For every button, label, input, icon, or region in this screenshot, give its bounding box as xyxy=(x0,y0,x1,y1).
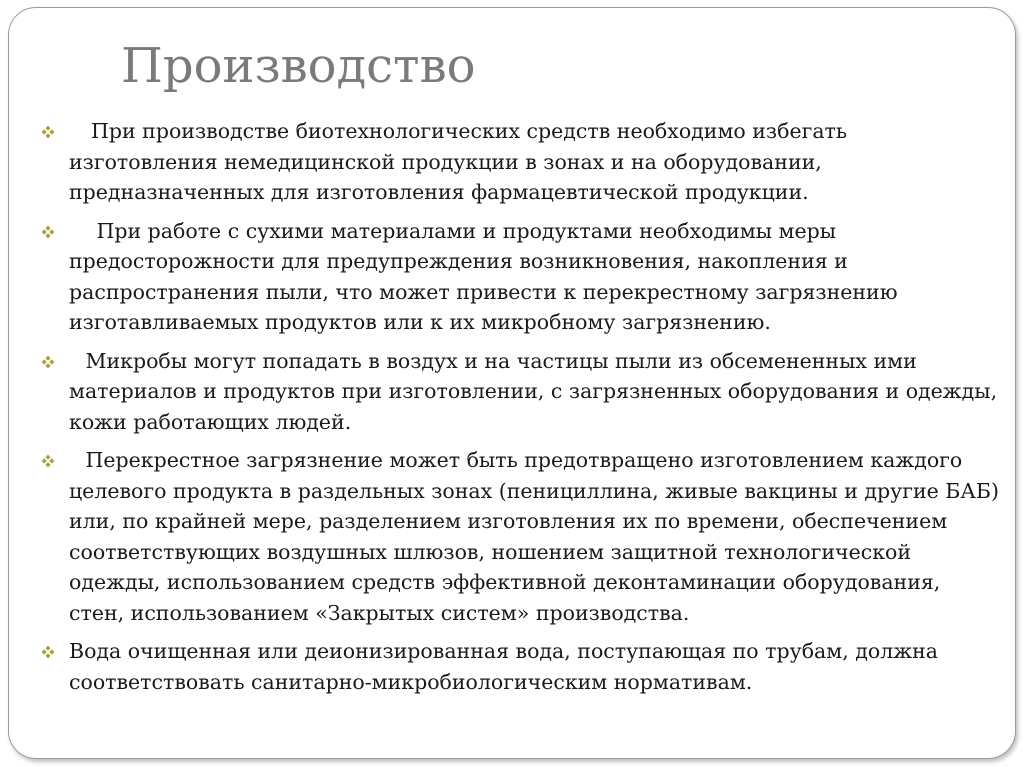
diamond-bullet-icon xyxy=(41,125,55,139)
bullet-item xyxy=(39,116,999,208)
bullet-text: Микробы могут попадать в воздух и на частицы пыли из обсемененных ими материалов и продуктов при изготовлении, с загрязненных оборудования и одежды, кожи работающих людей. xyxy=(69,348,998,434)
slide-title: Производство xyxy=(121,38,476,94)
diamond-bullet-icon xyxy=(41,225,55,239)
bullet-item xyxy=(39,216,999,338)
bullet-item xyxy=(39,346,999,438)
bullet-text: При производстве биотехнологических средств необходимо избегать изготовления немедицинской продукции в зонах и на оборудовании, предназначенных для изготовления фармацевтической продукции. xyxy=(69,119,848,204)
slide-frame xyxy=(8,7,1016,759)
bullet-text: Вода очищенная или деионизированная вода, поступающая по трубам, должна соответствовать санитарно-микробиологическим нормативам. xyxy=(69,639,938,694)
diamond-bullet-icon xyxy=(41,355,55,369)
bullet-text: Перекрестное загрязнение может быть предотвращено изготовлением каждого целевого продукта в раздельных зонах (пенициллина, живые вакцины и другие БАБ) или, по крайней мере, разделением изготовления их по времени, обеспечением соответствующих воздушных шлюзов, ношением защитной технологической одежды, использованием средств эффективной деконтаминации оборудования, стен, использованием «Закрытых систем» производства. xyxy=(69,448,999,625)
bullet-text: При работе с сухими материалами и продуктами необходимы меры предосторожности для предупреждения возникновения, накопления и распространения пыли, что может привести к перекрестному загрязнению изготавливаемых продуктов или к их микробному загрязнению. xyxy=(69,218,898,334)
bullet-item xyxy=(39,636,999,697)
diamond-bullet-icon xyxy=(41,645,55,659)
bullet-item xyxy=(39,445,999,628)
diamond-bullet-icon xyxy=(41,454,55,468)
bullet-list xyxy=(39,116,999,705)
